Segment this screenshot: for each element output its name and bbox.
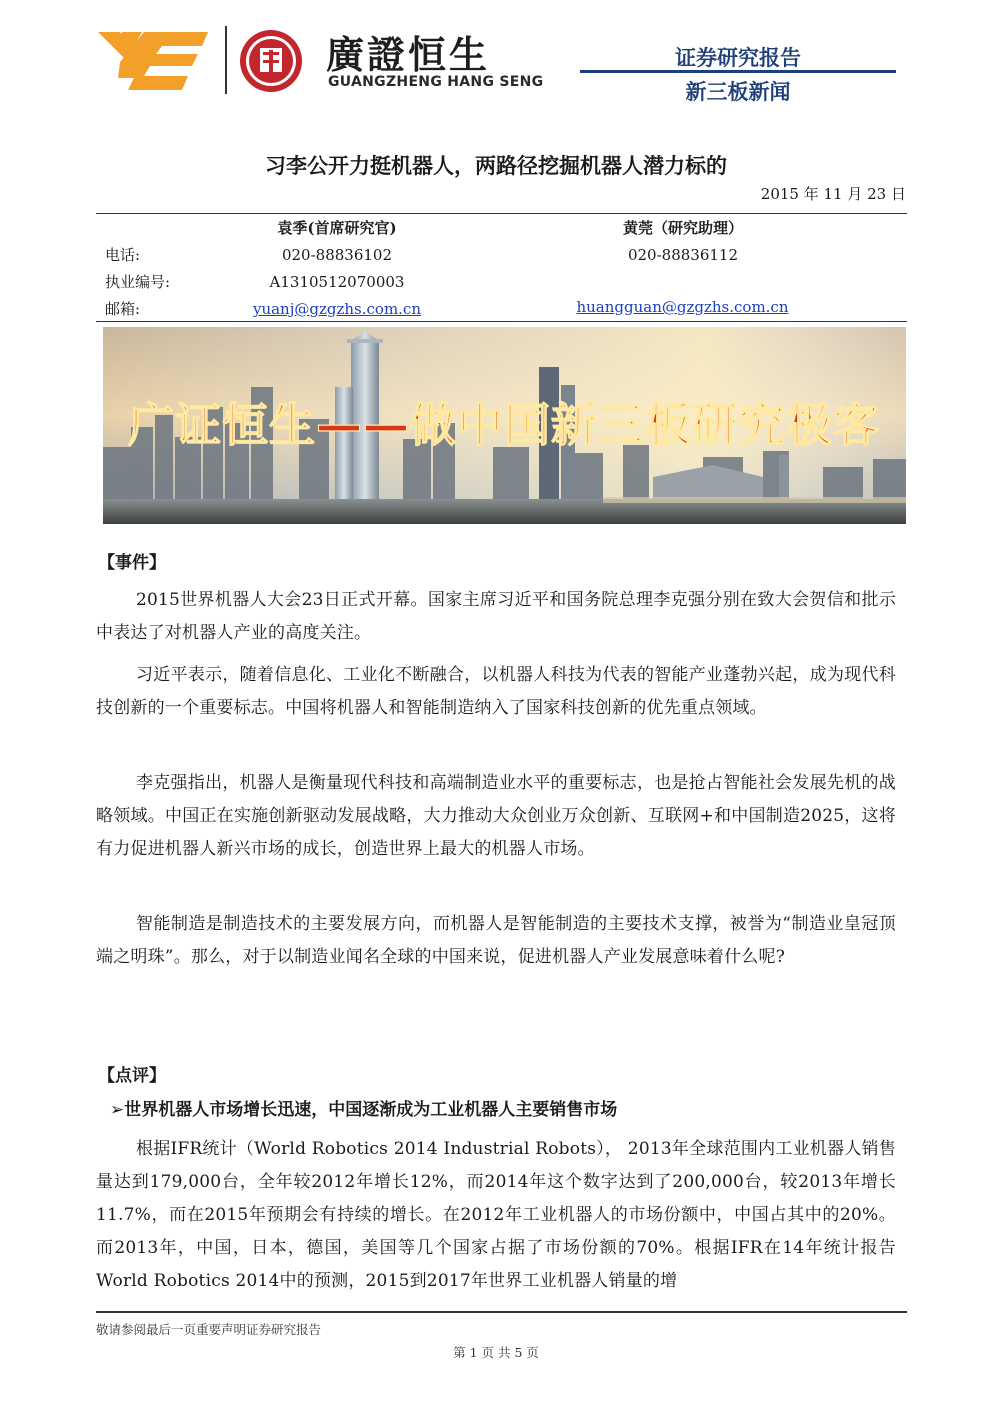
- event-paragraph-3: 李克强指出，机器人是衡量现代科技和高端制造业水平的重要标志，也是抢占智能社会发展先机的战略领域。中国正在实施创新驱动发展战略，大力推动大众创业万众创新、互联网+和中国制造2025，这将有力促进机器人新兴市场的成长，创造世界上最大的机器人市场。: [96, 773, 896, 859]
- brand-name-en: GUANGZHENG HANG SENG: [328, 74, 544, 90]
- comment-subheading-text: 世界机器人市场增长迅速，中国逐渐成为工业机器人主要销售市场: [124, 1100, 618, 1120]
- footer-rule: [96, 1311, 907, 1313]
- event-paragraph-1: 2015世界机器人大会23日正式开幕。国家主席习近平和国务院总理李克强分别在致大会贺信和批示中表达了对机器人产业的高度关注。: [96, 590, 896, 643]
- license-label: 执业编号:: [105, 273, 171, 291]
- primary-analyst-name: 袁季(首席研究官): [277, 219, 397, 237]
- comment-heading: 【点评】: [98, 1066, 166, 1086]
- secondary-analyst-name: 黄莞（研究助理）: [622, 219, 743, 237]
- secondary-analyst-email-link[interactable]: huangguan@gzgzhs.com.cn: [576, 298, 789, 316]
- primary-analyst-email-link[interactable]: yuanj@gzgzhs.com.cn: [252, 300, 421, 318]
- event-paragraph-2: 习近平表示，随着信息化、工业化不断融合，以机器人科技为代表的智能产业蓬勃兴起，成为现代科技创新的一个重要标志。中国将机器人和智能制造纳入了国家科技创新的优先重点领域。: [96, 665, 896, 718]
- report-subtype: 新三板新闻: [685, 80, 791, 104]
- banner-image: [103, 327, 906, 524]
- document-title: 习李公开力挺机器人，两路径挖掘机器人潜力标的: [265, 153, 727, 178]
- title-rule: [96, 213, 907, 214]
- event-heading: 【事件】: [98, 553, 166, 573]
- phone-label: 电话:: [105, 246, 141, 264]
- seal-logo-icon: [238, 28, 304, 94]
- footer-note: 敬请参阅最后一页重要声明证券研究报告: [96, 1322, 322, 1337]
- ye-logo-icon: [98, 26, 210, 98]
- header-rule: [580, 70, 896, 73]
- brand-name-cn: 廣證恒生: [326, 33, 491, 77]
- comment-subheading: [110, 1095, 617, 1120]
- primary-analyst-license: A1310512070003: [269, 273, 405, 291]
- primary-analyst-phone: 020-88836102: [281, 246, 393, 264]
- banner-slogan: 广证恒生——做中国新三板研究极客: [128, 398, 880, 452]
- analyst-rule: [96, 321, 907, 322]
- comment-paragraph: 根据IFR统计（World Robotics 2014 Industrial Robots）， 2013年全球范围内工业机器人销售量达到179,000台，全年较2012年增长12%，而2014年这个数字达到了200,000台，较2013年增长11.7%，而在2015年预期会有持续的增长。在2012年工业机器人的市场份额中，中国占其中的20%。而2013年，中国，日本，德国，美国等几个国家占据了市场份额的70%。根据IFR在14年统计报告World Robotics 2014中的预测，2015到2017年世界工业机器人销量的增: [96, 1139, 896, 1291]
- report-date: 2015 年 11 月 23 日: [760, 185, 906, 203]
- logo-divider: [225, 26, 227, 94]
- report-type: 证券研究报告: [675, 46, 801, 70]
- arrow-bullet-icon: ➢: [110, 1100, 125, 1120]
- secondary-analyst-phone: 020-88836112: [627, 246, 739, 264]
- email-label: 邮箱:: [105, 300, 141, 318]
- page-number: 第 1 页 共 5 页: [453, 1345, 539, 1360]
- event-paragraph-4: 智能制造是制造技术的主要发展方向，而机器人是智能制造的主要技术支撑，被誉为“制造业皇冠顶端之明珠”。那么，对于以制造业闻名全球的中国来说，促进机器人产业发展意味着什么呢?: [96, 914, 896, 967]
